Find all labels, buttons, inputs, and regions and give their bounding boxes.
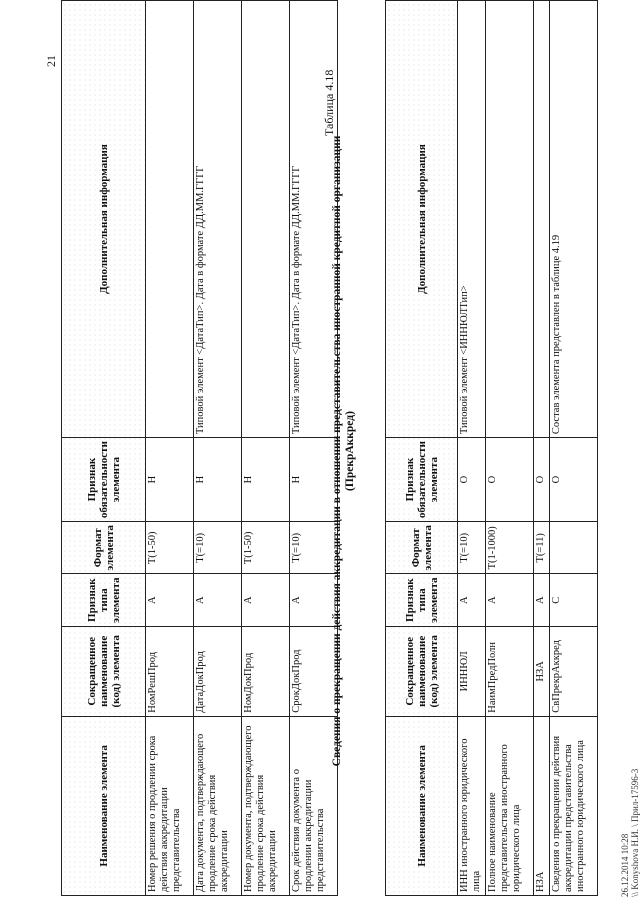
- cell-type: А: [290, 574, 338, 626]
- cell-required: О: [534, 438, 550, 522]
- table-row: [550, 1, 598, 896]
- cell-name: Дата документа, подтверждающего продление срока действия аккредитации: [194, 716, 242, 895]
- cell-info: [534, 1, 550, 438]
- footer-timestamp: 26.12.2014 10:28: [620, 833, 630, 897]
- cell-name: Номер решения о продлении срока действия аккредитации представительства: [146, 716, 194, 895]
- cell-required: Н: [194, 438, 242, 522]
- cell-code: СрокДокПрод: [290, 626, 338, 716]
- table-row: [146, 1, 194, 896]
- table-heading: [331, 11, 357, 891]
- cell-type: А: [242, 574, 290, 626]
- table-row: [534, 1, 550, 896]
- cell-code: НомРешПрод: [146, 626, 194, 716]
- cell-code: НЗА: [534, 626, 550, 716]
- cell-required: О: [550, 438, 598, 522]
- col-header-format: Формат элемента: [62, 522, 146, 574]
- cell-info: Состав элемента представлен в таблице 4.19: [550, 1, 598, 438]
- cell-code: ИННЮЛ: [458, 626, 486, 716]
- col-header-required: Признак обязательности элемента: [386, 438, 458, 522]
- cell-format: Т(1-50): [146, 522, 194, 574]
- page-number: 21: [44, 55, 58, 67]
- cell-code: СвПрекрАккред: [550, 626, 598, 716]
- col-header-name: Наименование элемента: [62, 716, 146, 895]
- table-header-row: [386, 1, 458, 896]
- cell-type: А: [486, 574, 534, 626]
- cell-name: Сведения о прекращении действия аккредитации представительства иностранного юридического лица: [550, 716, 598, 895]
- cell-name: Полное наименование представительства иностранного юридического лица: [486, 716, 534, 895]
- cell-name: ИНН иностранного юридического лица: [458, 716, 486, 895]
- print-footer: [620, 769, 640, 897]
- cell-format: Т(=11): [534, 522, 550, 574]
- table-heading-line2: (ПрекрАккред): [344, 411, 356, 491]
- col-header-format: Формат элемента: [386, 522, 458, 574]
- cell-required: О: [458, 438, 486, 522]
- cell-info: Типовой элемент <ДатаТип>. Дата в формате ДД.ММ.ГГГГ: [194, 1, 242, 438]
- cell-code: ДатаДокПрод: [194, 626, 242, 716]
- col-header-info: Дополнительная информация: [386, 1, 458, 438]
- cell-required: Н: [146, 438, 194, 522]
- cell-type: А: [534, 574, 550, 626]
- table-row: [458, 1, 486, 896]
- cell-info: Типовой элемент <ДатаТип>. Дата в формате ДД.ММ.ГГГГ: [290, 1, 338, 438]
- cell-format: Т(=10): [458, 522, 486, 574]
- table-header-row: [62, 1, 146, 896]
- cell-format: Т(=10): [290, 522, 338, 574]
- col-header-info: Дополнительная информация: [62, 1, 146, 438]
- cell-type: А: [194, 574, 242, 626]
- cell-info: [486, 1, 534, 438]
- cell-name: Срок действия документа о продлении аккредитации представительства: [290, 716, 338, 895]
- cell-required: Н: [242, 438, 290, 522]
- col-header-code: Сокращенное наименование (код) элемента: [386, 626, 458, 716]
- cell-format: Т(=10): [194, 522, 242, 574]
- cell-required: Н: [290, 438, 338, 522]
- col-header-required: Признак обязательности элемента: [62, 438, 146, 522]
- col-header-name: Наименование элемента: [386, 716, 458, 895]
- cell-type: А: [146, 574, 194, 626]
- cell-type: А: [458, 574, 486, 626]
- cell-info: [146, 1, 194, 438]
- cell-code: НомДокПрод: [242, 626, 290, 716]
- cell-info: [242, 1, 290, 438]
- table-number-label: Таблица 4.18: [322, 69, 336, 136]
- footer-path: \\ Konyshova Н.И. \ Прил-17596-3: [630, 768, 640, 897]
- col-header-type: Признак типа элемента: [62, 574, 146, 626]
- table-heading-line1: Сведения о прекращении действия аккредитации в отношении представительства иностранной кредитной организации: [331, 135, 343, 767]
- table-row: [242, 1, 290, 896]
- table-4-18: [385, 0, 598, 896]
- cell-name: Номер документа, подтверждающего продление срока действия аккредитации: [242, 716, 290, 895]
- cell-info: Типовой элемент <ИННЮЛТип>: [458, 1, 486, 438]
- cell-format: [550, 522, 598, 574]
- table-row: [486, 1, 534, 896]
- table-row: [194, 1, 242, 896]
- col-header-type: Признак типа элемента: [386, 574, 458, 626]
- table-continuation: [61, 0, 338, 896]
- cell-code: НаимПредПолн: [486, 626, 534, 716]
- cell-type: С: [550, 574, 598, 626]
- cell-format: Т(1-1000): [486, 522, 534, 574]
- cell-format: Т(1-50): [242, 522, 290, 574]
- cell-name: НЗА: [534, 716, 550, 895]
- cell-required: О: [486, 438, 534, 522]
- col-header-code: Сокращенное наименование (код) элемента: [62, 626, 146, 716]
